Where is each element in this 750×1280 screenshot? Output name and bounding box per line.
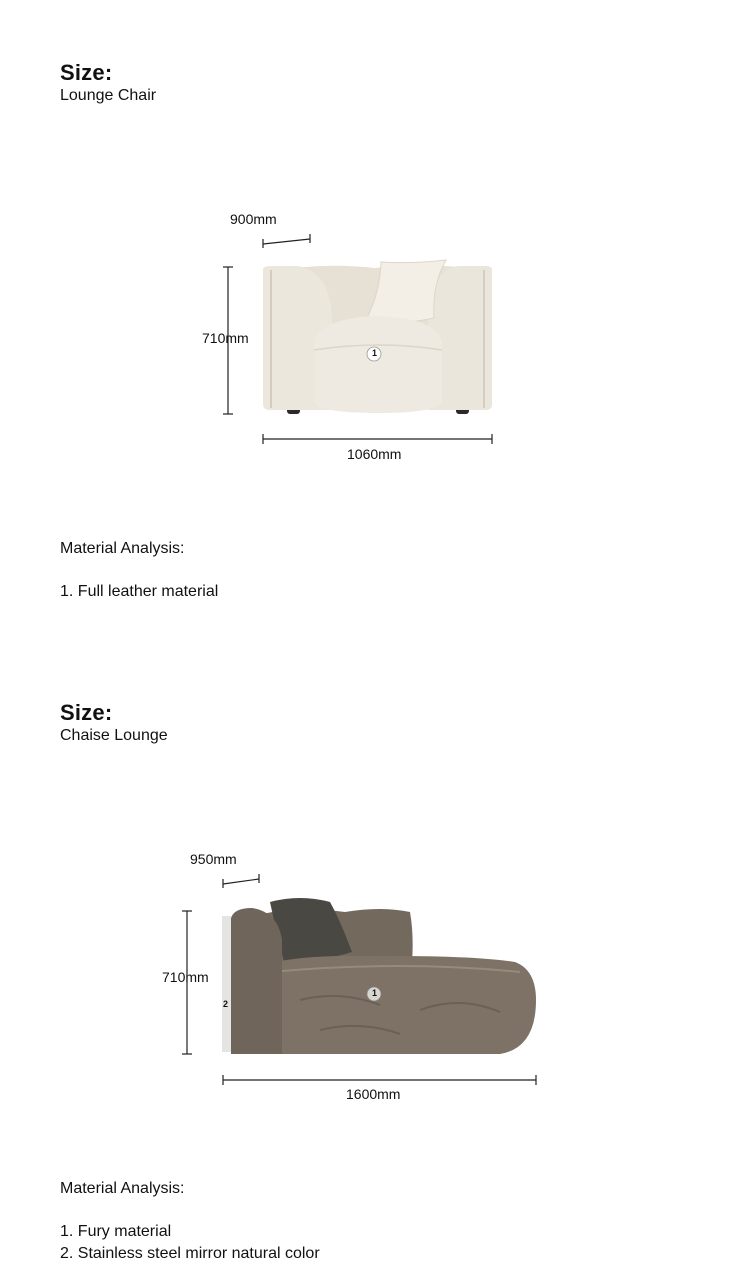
badge-number-1-chaise: 1 <box>371 988 377 998</box>
height-dimension-line-2 <box>182 911 192 1054</box>
product-name-chaise-lounge: Chaise Lounge <box>60 727 168 744</box>
product-name-lounge-chair: Lounge Chair <box>60 87 157 104</box>
width-label-1: 1060mm <box>347 446 402 462</box>
material-item-1-1: 1. Full leather material <box>60 583 219 600</box>
material-analysis-title-2: Material Analysis: <box>60 1180 185 1197</box>
material-item-2-2: 2. Stainless steel mirror natural color <box>60 1245 320 1262</box>
material-item-2-1: 1. Fury material <box>60 1223 172 1240</box>
material-analysis-title-1: Material Analysis: <box>60 540 185 557</box>
depth-dimension-line-2 <box>223 874 259 888</box>
chaise-lounge-illustration <box>222 898 536 1054</box>
depth-label-1: 900mm <box>230 211 277 227</box>
badge-number-1-chair: 1 <box>371 348 377 358</box>
size-heading-1: Size: <box>60 60 113 85</box>
height-label-1: 710mm <box>202 330 249 346</box>
width-label-2: 1600mm <box>346 1086 401 1102</box>
width-dimension-line-2 <box>223 1075 536 1085</box>
badge-number-2-chaise: 2 <box>222 999 228 1009</box>
height-label-2: 710mm <box>162 969 209 985</box>
size-heading-2: Size: <box>60 700 113 725</box>
depth-label-2: 950mm <box>190 851 237 867</box>
